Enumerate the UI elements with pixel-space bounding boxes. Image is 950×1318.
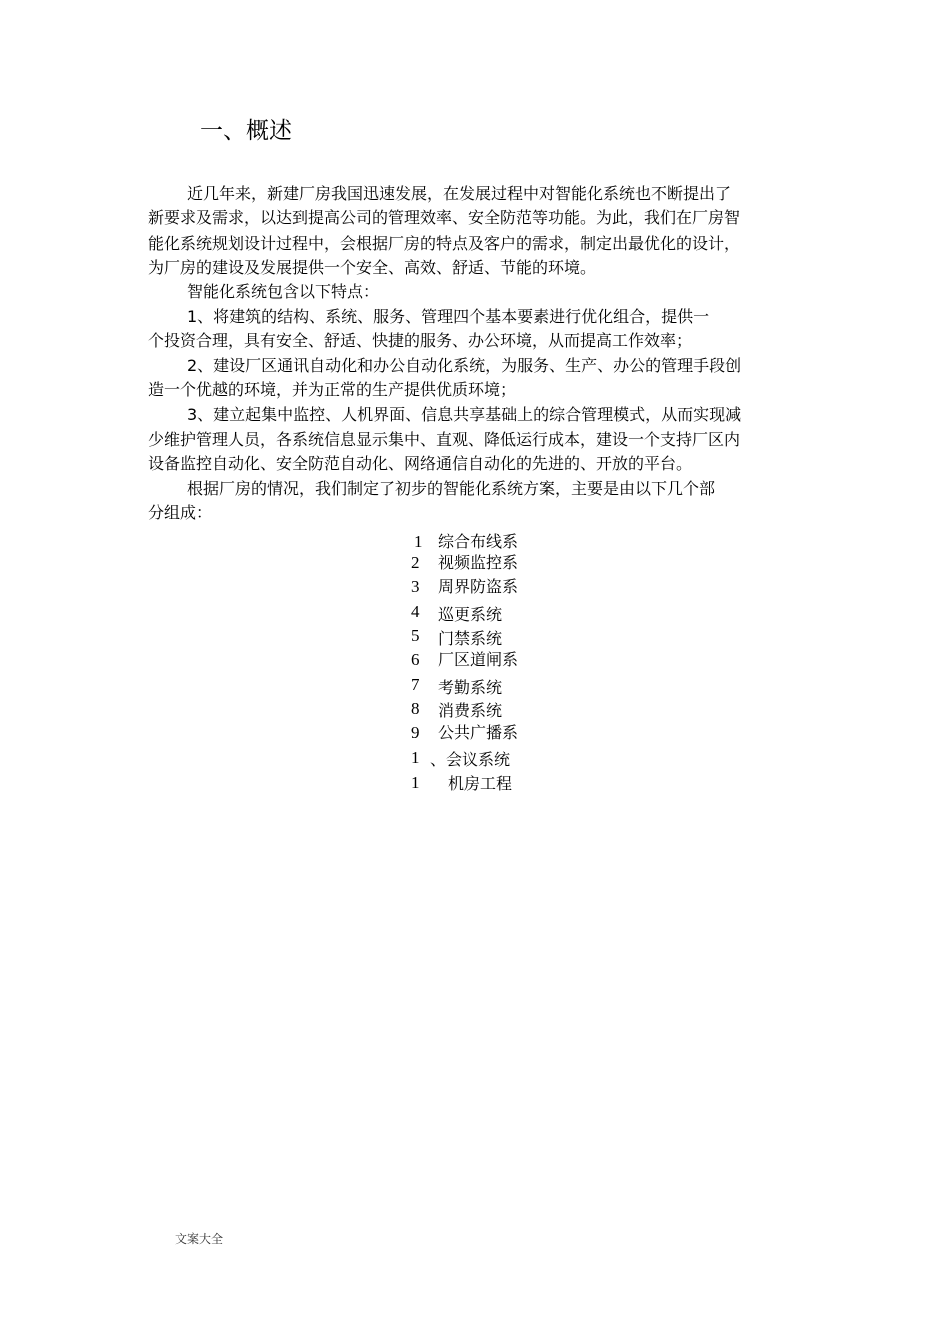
system-list-item: 公共广播系: [438, 723, 519, 742]
system-list-number: 6: [411, 650, 420, 669]
paragraph-line: 为厂房的建设及发展提供一个安全、高效、舒适、节能的环境。: [148, 258, 597, 277]
system-list-item: 、会议系统: [430, 750, 511, 769]
system-list-number: 1: [411, 748, 420, 767]
paragraph-line: 近几年来，新建厂房我国迅速发展，在发展过程中对智能化系统也不断提出了: [187, 184, 732, 203]
system-list-number: 9: [411, 723, 420, 742]
system-list-number: 4: [411, 602, 420, 621]
system-list-item: 消费系统: [438, 701, 503, 720]
system-list-number: 5: [411, 626, 420, 645]
paragraph-line: 1、将建筑的结构、系统、服务、管理四个基本要素进行优化组合，提供一: [187, 307, 710, 326]
system-list-number: 1: [411, 773, 420, 792]
system-list-item: 视频监控系: [438, 553, 519, 572]
paragraph-line: 2、建设厂区通讯自动化和办公自动化系统，为服务、生产、办公的管理手段创: [187, 356, 742, 375]
paragraph-line: 分组成：: [148, 503, 213, 522]
system-list-item: 考勤系统: [438, 678, 503, 697]
paragraph-line: 新要求及需求，以达到提高公司的管理效率、安全防范等功能。为此，我们在厂房智: [148, 208, 741, 227]
paragraph-line: 设备监控自动化、安全防范自动化、网络通信自动化的先进的、开放的平台。: [148, 454, 693, 473]
section-heading: 一、概述: [200, 118, 292, 144]
paragraph-line: 造一个优越的环境，并为正常的生产提供优质环境；: [148, 380, 517, 399]
system-list-item: 周界防盗系: [438, 577, 519, 596]
system-list-item: 巡更系统: [438, 605, 503, 624]
system-list-number: 8: [411, 699, 420, 718]
system-list-number: 1: [414, 532, 423, 551]
paragraph-line: 根据厂房的情况，我们制定了初步的智能化系统方案，主要是由以下几个部: [187, 479, 716, 498]
system-list-number: 2: [411, 553, 420, 572]
paragraph-line: 3、建立起集中监控、人机界面、信息共享基础上的综合管理模式，从而实现减: [187, 405, 742, 424]
paragraph-line: 少维护管理人员，各系统信息显示集中、直观、降低运行成本，建设一个支持厂区内: [148, 430, 741, 449]
system-list-item: 门禁系统: [438, 629, 503, 648]
system-list-item: 厂区道闸系: [438, 650, 519, 669]
system-list-item: 综合布线系: [438, 532, 519, 551]
paragraph-line: 智能化系统包含以下特点：: [187, 282, 380, 301]
paragraph-line: 能化系统规划设计过程中，会根据厂房的特点及客户的需求，制定出最优化的设计，: [148, 234, 741, 253]
footer-text: 文案大全: [175, 1232, 224, 1246]
paragraph-line: 个投资合理，具有安全、舒适、快捷的服务、办公环境，从而提高工作效率；: [148, 331, 693, 350]
system-list-number: 3: [411, 577, 420, 596]
system-list-number: 7: [411, 675, 420, 694]
system-list-item: 机房工程: [448, 774, 513, 793]
